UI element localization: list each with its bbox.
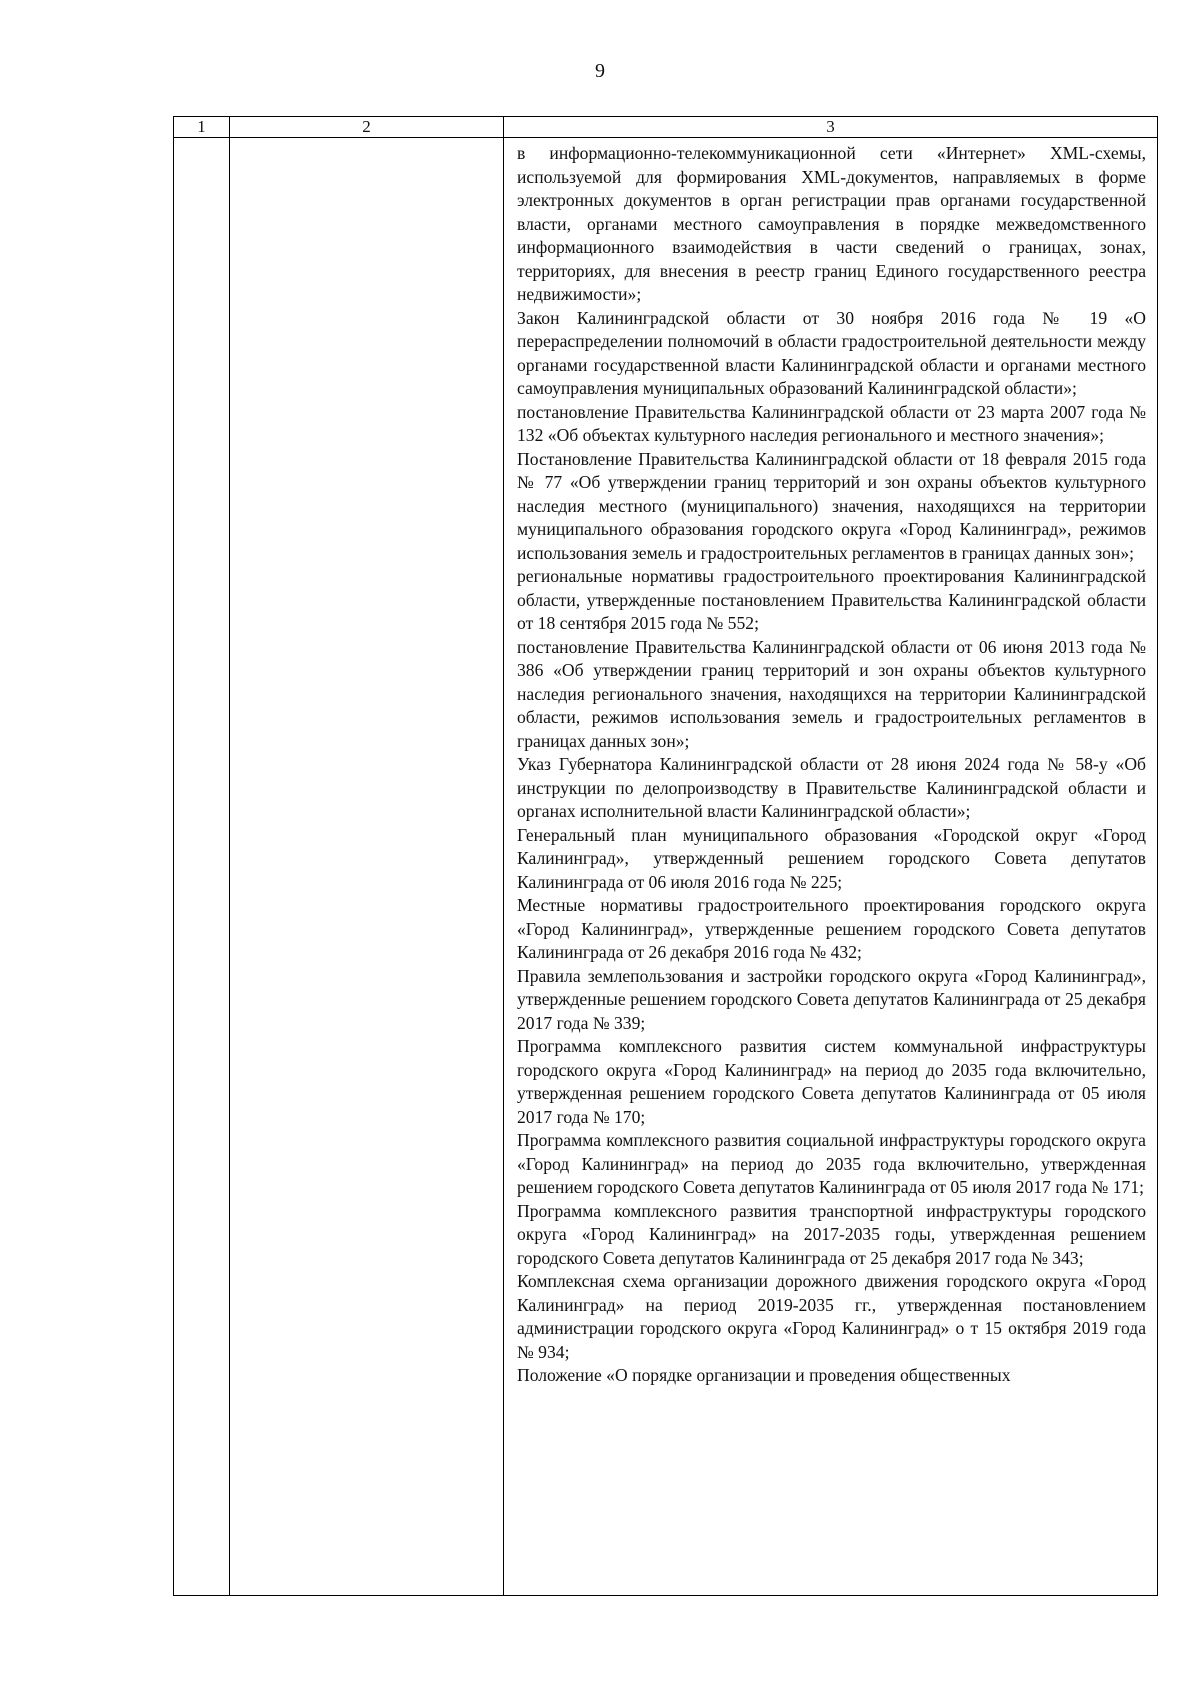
legal-reference-paragraph: Закон Калининградской области от 30 ноября 2016 года № 19 «О перераспределении полномочий в области градостроительной деятельности между органами государственной власти Калининградской области и органами местного самоуправления муниципальных образований Калининградской области»; xyxy=(517,307,1146,398)
legal-reference-paragraph: региональные нормативы градостроительного проектирования Калининградской области, утвержденные постановлением Правительства Калининградской области от 18 сентября 2015 года № 552; xyxy=(517,566,1146,633)
legal-reference-paragraph: Положение «О порядке организации и проведения общественных xyxy=(517,1365,1011,1385)
cell-column-2 xyxy=(230,138,504,1596)
cell-column-1 xyxy=(174,138,230,1596)
legal-reference-paragraph: Комплексная схема организации дорожного движения городского округа «Город Калининград» на период 2019-2035 гг., утвержденная постановлением администрации городского округа «Город Калининград» о т 15 октября 2019 года № 934; xyxy=(517,1271,1146,1362)
column-header-2: 2 xyxy=(230,117,504,138)
table-row xyxy=(174,138,1158,1596)
document-table xyxy=(173,116,1158,1596)
legal-reference-paragraph: постановление Правительства Калининградской области от 06 июня 2013 года № 386 «Об утверждении границ территорий и зон охраны объектов культурного наследия регионального значения, находящихся на территории Калининградской области, режимов использования земель и градостроительных регламентов в границах данных зон»; xyxy=(517,636,1146,751)
legal-reference-paragraph: Программа комплексного развития транспортной инфраструктуры городского округа «Город Калининград» на 2017-2035 годы, утвержденная решением городского Совета депутатов Калининграда от 25 декабря 2017 года № 343; xyxy=(517,1200,1146,1268)
page-number: 9 xyxy=(595,60,605,82)
column-header-1: 1 xyxy=(174,117,230,138)
legal-reference-paragraph: Местные нормативы градостроительного проектирования городского округа «Город Калининград», утвержденные решением городского Совета депутатов Калининграда от 26 декабря 2016 года № 432; xyxy=(517,895,1146,962)
legal-reference-paragraph: Генеральный план муниципального образования «Городской округ «Город Калининград», утвержденный решением городского Совета депутатов Калининграда от 06 июля 2016 года № 225; xyxy=(517,824,1146,892)
legal-reference-paragraph: постановление Правительства Калининградской области от 23 марта 2007 года № 132 «Об объектах культурного наследия регионального и местного значения»; xyxy=(517,401,1146,445)
legal-reference-paragraph: Правила землепользования и застройки городского округа «Город Калининград», утвержденные решением городского Совета депутатов Калининграда от 25 декабря 2017 года № 339; xyxy=(517,965,1146,1033)
table-header-row xyxy=(174,117,1158,138)
cell-column-3 xyxy=(504,138,1158,1596)
legal-reference-paragraph: Программа комплексного развития систем коммунальной инфраструктуры городского округа «Город Калининград» на период до 2035 года включительно, утвержденная решением городского Совета депутатов Калининграда от 05 июля 2017 года № 170; xyxy=(517,1036,1146,1127)
legal-reference-paragraph: Указ Губернатора Калининградской области от 28 июня 2024 года № 58-у «Об инструкции по делопроизводству в Правительстве Калининградской области и органах исполнительной власти Калининградской области»; xyxy=(517,754,1146,821)
legal-reference-paragraph: Постановление Правительства Калининградской области от 18 февраля 2015 года № 77 «Об утверждении границ территорий и зон охраны объектов культурного наследия местного (муниципального) значения, находящихся на территории муниципального образования городского округа «Город Калининград», режимов использования земель и градостроительных регламентов в границах данных зон»; xyxy=(517,448,1146,563)
legal-reference-paragraph: в информационно-телекоммуникационной сети «Интернет» XML-схемы, используемой для формирования XML-документов, направляемых в форме электронных документов в орган регистрации прав органами государственной власти, органами местного самоуправления в порядке межведомственного информационного взаимодействия в части сведений о границах, зонах, территориях, для внесения в реестр границ Единого государственного реестра недвижимости»; xyxy=(517,143,1146,304)
column-header-3: 3 xyxy=(504,117,1158,138)
legal-reference-paragraph: Программа комплексного развития социальной инфраструктуры городского округа «Город Калининград» на период до 2035 года включительно, утвержденная решением городского Совета депутатов Калининграда от 05 июля 2017 года № 171; xyxy=(517,1130,1146,1197)
